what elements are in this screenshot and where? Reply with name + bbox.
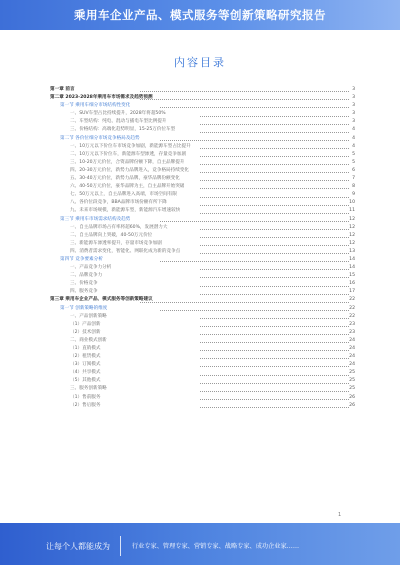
toc-entry[interactable] — [50, 248, 355, 256]
toc-entry-page: 12 — [349, 232, 355, 238]
toc-entry-title: 四、服务竞争 — [70, 289, 98, 295]
toc-entry[interactable] — [50, 329, 355, 337]
toc-entry[interactable] — [50, 377, 355, 385]
toc-entry-page: 4 — [352, 135, 355, 141]
toc-entry-title: 第三节 乘用车市场需求结构及趋势 — [60, 216, 131, 222]
toc-entry-page: 15 — [349, 273, 355, 279]
toc-entry-page: 3 — [352, 119, 355, 125]
toc-entry-page: 12 — [349, 216, 355, 222]
toc-entry-title: 四、消费者需求变化，智能化、网联化成为新的竞争点 — [70, 248, 181, 254]
toc-entry-title: 二、车型结构：纯电、混动与插电车型比例提升 — [70, 119, 167, 125]
toc-entry[interactable] — [50, 102, 355, 110]
toc-leader-dots — [160, 140, 349, 141]
toc-entry-page: 16 — [349, 281, 355, 287]
toc-leader-dots — [200, 245, 349, 246]
toc-entry[interactable] — [50, 199, 355, 207]
toc-entry-title: 三、服务创新策略 — [70, 386, 107, 392]
toc-leader-dots — [140, 99, 349, 100]
toc-entry[interactable] — [50, 167, 355, 175]
toc-entry[interactable] — [50, 313, 355, 321]
toc-entry-page: 22 — [349, 305, 355, 311]
toc-leader-dots — [200, 358, 349, 359]
page-marker: 1 — [338, 512, 342, 518]
toc-entry[interactable] — [50, 224, 355, 232]
toc-entry-page: 17 — [349, 289, 355, 295]
toc-leader-dots — [200, 334, 349, 335]
toc-entry-title: 二、商业模式创新 — [70, 337, 107, 343]
toc-entry[interactable] — [50, 191, 355, 199]
toc-entry[interactable] — [50, 232, 355, 240]
toc-entry-page: 25 — [349, 386, 355, 392]
toc-entry[interactable] — [50, 288, 355, 296]
toc-entry-title: 二、10万元以下价位车，新能源车型渗透，存量竞争加剧 — [70, 151, 187, 157]
toc-entry[interactable] — [50, 240, 355, 248]
toc-entry[interactable] — [50, 110, 355, 118]
toc-entry[interactable] — [50, 143, 355, 151]
toc-entry-title: （1）产品创新 — [70, 321, 101, 327]
toc-entry-title: 三、新能源车渗透率提升，存量市场竞争加剧 — [70, 240, 162, 246]
toc-entry-page: 12 — [349, 224, 355, 230]
toc-leader-dots — [200, 318, 349, 319]
toc-entry-title: 第三章 乘用车企业产品、模式服务等创新策略建议 — [50, 297, 153, 303]
toc-leader-dots — [200, 350, 349, 351]
toc-entry-title: （3）订阅模式 — [70, 362, 101, 368]
toc-entry-page: 14 — [349, 256, 355, 262]
toc-entry-title: 四、20-30万元价位，新势力品牌进入，竞争格局持续变化 — [70, 167, 190, 173]
report-title: 乘用车企业产品、模式服务等创新策略研究报告 — [74, 8, 326, 22]
toc-leader-dots — [200, 407, 349, 408]
toc-entry-title: 第一节 创新策略的维度 — [60, 305, 108, 311]
table-of-contents — [50, 86, 355, 410]
toc-entry-title: 第一章 前言 — [50, 87, 75, 92]
toc-leader-dots — [200, 132, 349, 133]
toc-entry[interactable] — [50, 94, 355, 102]
toc-entry-title: 第一节 乘用车细分市场结构性变化 — [60, 103, 131, 109]
toc-leader-dots — [200, 277, 349, 278]
toc-leader-dots — [140, 91, 349, 92]
toc-leader-dots — [140, 302, 349, 303]
toc-entry-title: 五、30-40万元价位，新势力品牌，豪华品牌份额变化 — [70, 176, 180, 182]
toc-entry-page: 22 — [349, 313, 355, 319]
toc-entry[interactable] — [50, 272, 355, 280]
toc-entry[interactable] — [50, 369, 355, 377]
toc-entry[interactable] — [50, 216, 355, 224]
toc-entry-page: 9 — [352, 192, 355, 198]
toc-entry-page: 13 — [349, 248, 355, 254]
toc-heading: 内容目录 — [174, 56, 226, 69]
toc-entry-title: （1）直销模式 — [70, 346, 101, 351]
toc-entry-title: 一、SUV车型占比持续提升，2028年将超50% — [70, 111, 166, 117]
toc-entry-page: 5 — [352, 151, 355, 157]
toc-entry-page: 25 — [349, 370, 355, 376]
toc-entry-page: 4 — [352, 143, 355, 149]
toc-entry[interactable] — [50, 175, 355, 183]
toc-entry-page: 7 — [352, 176, 355, 182]
toc-entry[interactable] — [50, 183, 355, 191]
toc-entry-page: 5 — [352, 159, 355, 165]
toc-entry-page: 23 — [349, 329, 355, 335]
toc-entry-page: 24 — [349, 354, 355, 360]
toc-leader-dots — [200, 148, 349, 149]
toc-entry-page: 6 — [352, 167, 355, 173]
toc-entry-title: 六、40-50万元价位，豪华品牌为主，自主品牌开始突破 — [70, 184, 185, 190]
toc-entry-page: 3 — [352, 103, 355, 109]
toc-entry-title: 一、产品竞争力分析 — [70, 265, 112, 271]
toc-entry-title: （1）售前服务 — [70, 394, 101, 400]
toc-leader-dots — [200, 269, 349, 270]
toc-entry[interactable] — [50, 385, 355, 393]
toc-entry-title: 第二节 各价位细分市场竞争格局及趋势 — [60, 135, 140, 141]
toc-entry-title: 二、自主品牌向上突破，40-50万元价位 — [70, 232, 153, 238]
toc-entry-title: 三、价格结构：高端化趋势明显，15-25万价位车型 — [70, 127, 176, 133]
toc-leader-dots — [200, 375, 349, 376]
toc-entry-page: 4 — [352, 127, 355, 133]
toc-entry[interactable] — [50, 305, 355, 313]
toc-entry-title: 八、各价位段竞争，BBA品牌市场份额有所下降 — [70, 200, 167, 206]
toc-entry[interactable] — [50, 118, 355, 126]
toc-entry[interactable] — [50, 207, 355, 215]
toc-entry-page: 22 — [349, 297, 355, 303]
toc-leader-dots — [200, 391, 349, 392]
toc-leader-dots — [200, 294, 349, 295]
toc-entry-page: 26 — [349, 394, 355, 400]
toc-entry-title: 一、产品创新策略 — [70, 313, 107, 319]
toc-leader-dots — [200, 188, 349, 189]
toc-leader-dots — [200, 197, 349, 198]
toc-leader-dots — [200, 286, 349, 287]
toc-entry[interactable] — [50, 296, 355, 304]
toc-entry-title: （4）共享模式 — [70, 370, 101, 376]
toc-leader-dots — [200, 180, 349, 181]
toc-leader-dots — [200, 172, 349, 173]
toc-entry[interactable] — [50, 345, 355, 353]
toc-leader-dots — [200, 213, 349, 214]
toc-entry-title: 一、10万元以下价位车市场竞争加剧，新能源车型占比提升 — [70, 143, 191, 149]
toc-entry-title: 三、10-20万元价位，合资品牌份额下降，自主品牌提升 — [70, 159, 185, 165]
toc-entry-page: 24 — [349, 346, 355, 351]
toc-leader-dots — [200, 156, 349, 157]
toc-entry-page: 24 — [349, 337, 355, 343]
toc-leader-dots — [200, 229, 349, 230]
toc-leader-dots — [200, 164, 349, 165]
toc-entry-title: 九、未来市场规模，新能源车型，新能源汽车增速较快 — [70, 208, 181, 214]
toc-leader-dots — [160, 107, 349, 108]
toc-entry[interactable] — [50, 402, 355, 410]
footer-slogan: 让每个人都能成为 — [46, 542, 110, 551]
toc-leader-dots — [200, 116, 349, 117]
toc-entry[interactable] — [50, 280, 355, 288]
toc-entry-page: 3 — [352, 87, 355, 92]
toc-entry-title: 三、价格竞争 — [70, 281, 98, 287]
toc-entry[interactable] — [50, 394, 355, 402]
toc-entry-page: 10 — [349, 200, 355, 206]
toc-leader-dots — [200, 383, 349, 384]
toc-entry-title: 一、自主品牌市场占有率将超60%，发展潜力大 — [70, 224, 168, 230]
toc-entry-title: 二、品牌竞争力 — [70, 273, 103, 279]
toc-leader-dots — [200, 124, 349, 125]
toc-leader-dots — [200, 366, 349, 367]
toc-entry-title: 第四节 竞争要素分析 — [60, 256, 103, 262]
toc-entry[interactable] — [50, 321, 355, 329]
toc-entry[interactable] — [50, 256, 355, 264]
toc-leader-dots — [200, 326, 349, 327]
toc-entry-page: 3 — [352, 111, 355, 117]
toc-entry[interactable] — [50, 353, 355, 361]
toc-entry[interactable] — [50, 126, 355, 134]
toc-leader-dots — [200, 237, 349, 238]
toc-entry-page: 24 — [349, 362, 355, 368]
toc-entry[interactable] — [50, 337, 355, 345]
toc-entry-page: 8 — [352, 184, 355, 190]
toc-leader-dots — [200, 342, 349, 343]
toc-leader-dots — [160, 310, 349, 311]
toc-leader-dots — [160, 261, 349, 262]
toc-leader-dots — [200, 399, 349, 400]
toc-leader-dots — [200, 253, 349, 254]
toc-leader-dots — [200, 205, 349, 206]
toc-entry[interactable] — [50, 361, 355, 369]
toc-entry-page: 23 — [349, 321, 355, 327]
toc-entry-page: 25 — [349, 378, 355, 384]
toc-entry-title: （5）其他模式 — [70, 378, 101, 384]
toc-entry-page: 12 — [349, 240, 355, 246]
toc-entry-title: （2）租赁模式 — [70, 354, 101, 360]
toc-entry-title: 第二章 2023-2028年乘用车市场需求及趋势预测 — [50, 95, 153, 101]
toc-entry-title: （2）售后服务 — [70, 402, 101, 408]
toc-entry[interactable] — [50, 135, 355, 143]
toc-entry[interactable] — [50, 151, 355, 159]
toc-entry-page: 26 — [349, 402, 355, 408]
toc-entry-page: 11 — [349, 208, 355, 214]
footer-divider — [120, 536, 121, 556]
toc-entry[interactable] — [50, 159, 355, 167]
toc-entry[interactable] — [50, 264, 355, 272]
toc-entry-title: 七、50万元以上，自主品牌进入高端，市场空间有限 — [70, 192, 177, 198]
footer-roles: 行业专家、管理专家、营销专家、战略专家、成功企业家…… — [132, 543, 300, 550]
toc-entry-title: （2）技术创新 — [70, 329, 101, 335]
toc-entry[interactable] — [50, 86, 355, 94]
toc-entry-page: 14 — [349, 265, 355, 271]
toc-leader-dots — [160, 221, 349, 222]
toc-entry-page: 3 — [352, 95, 355, 101]
